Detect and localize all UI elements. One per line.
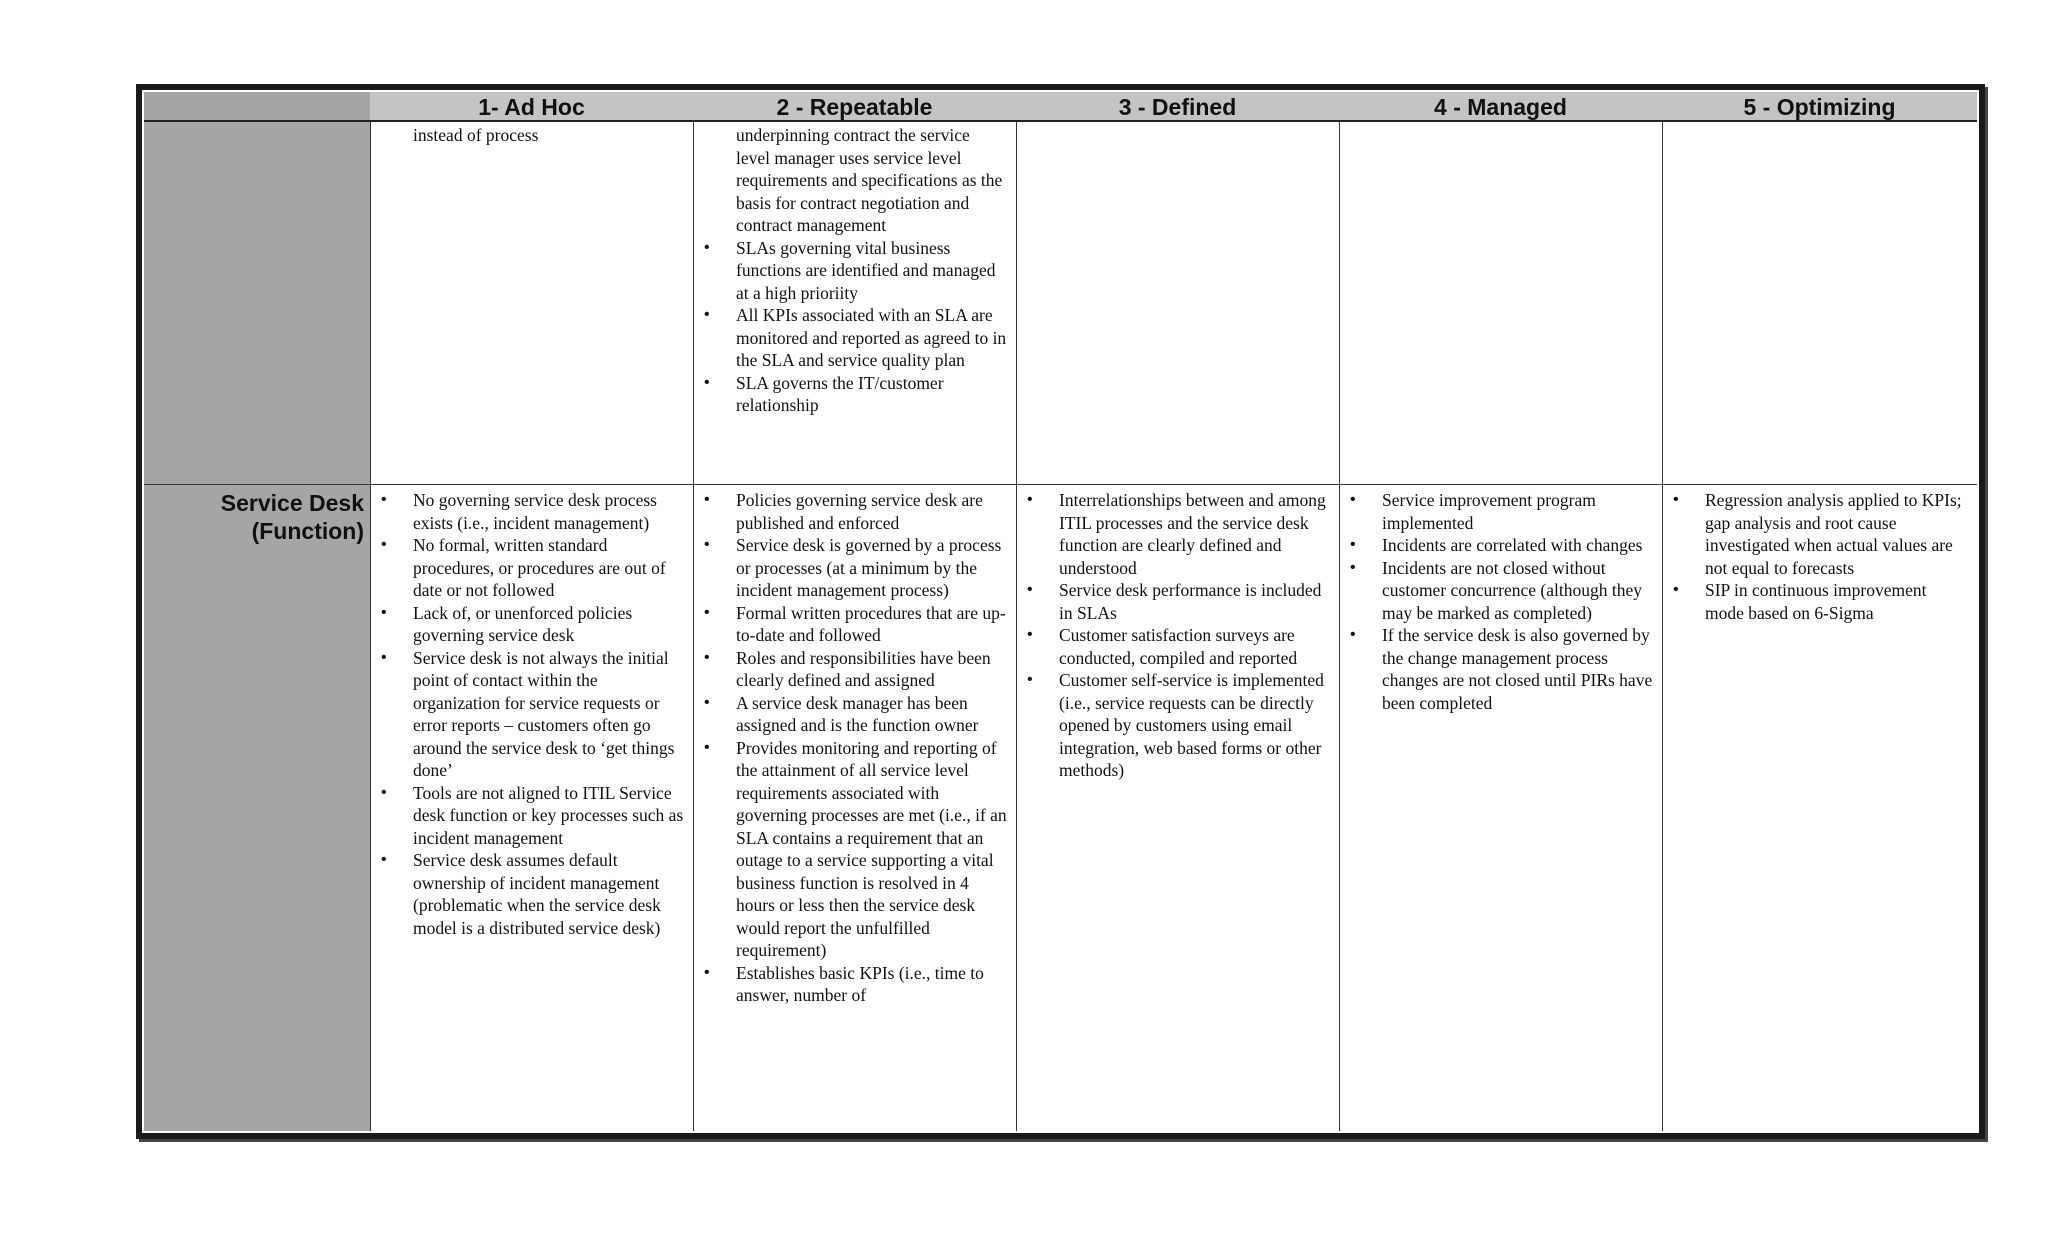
table-cell — [693, 484, 1016, 1131]
list-item: • No governing service desk process exists (i.e., incident management) — [375, 489, 685, 534]
list-item: • Interrelationships between and among ITIL processes and the service desk function are clearly defined and understood — [1021, 489, 1331, 579]
list-item: • No formal, written standard procedures, or procedures are out of date or not followed — [375, 534, 685, 602]
list-item: • Service desk performance is included in SLAs — [1021, 579, 1331, 624]
bullet-list — [698, 124, 1008, 417]
list-item: instead of process — [413, 125, 539, 145]
maturity-table — [136, 84, 1985, 1139]
list-item: • SIP in continuous improvement mode based on 6-Sigma — [1667, 579, 1969, 624]
table-cell — [693, 122, 1016, 484]
list-item: • Tools are not aligned to ITIL Service desk function or key processes such as incident management — [375, 782, 685, 850]
bullet-list — [375, 489, 685, 939]
bullet-list — [1344, 489, 1654, 714]
list-item: • A service desk manager has been assigned and is the function owner — [698, 692, 1008, 737]
maturity-grid — [144, 92, 1977, 1131]
header-repeatable: 2 - Repeatable — [693, 92, 1016, 122]
list-item: • Formal written procedures that are up-to-date and followed — [698, 602, 1008, 647]
bullet-list — [375, 124, 685, 147]
list-item: • Service desk is not always the initial point of contact within the organization for service requests or error reports – customers often go around the service desk to ‘get things done’ — [375, 647, 685, 782]
header-corner — [144, 92, 370, 122]
header-managed: 4 - Managed — [1339, 92, 1662, 122]
list-item: • Customer satisfaction surveys are conducted, compiled and reported — [1021, 624, 1331, 669]
list-item: • Policies governing service desk are published and enforced — [698, 489, 1008, 534]
bullet-list — [1021, 489, 1331, 782]
list-item: • Incidents are not closed without customer concurrence (although they may be marked as completed) — [1344, 557, 1654, 625]
table-cell — [1662, 122, 1977, 484]
list-item: • Roles and responsibilities have been clearly defined and assigned — [698, 647, 1008, 692]
table-cell — [1016, 484, 1339, 1131]
list-item: • Service improvement program implemented — [1344, 489, 1654, 534]
list-item: • SLA governs the IT/customer relationship — [698, 372, 1008, 417]
table-cell — [1662, 484, 1977, 1131]
list-item: • Provides monitoring and reporting of the attainment of all service level requirements associated with governing processes are met (i.e., if an SLA contains a requirement that an outage to a service supporting a vital business function is resolved in 4 hours or less then the service desk would report the unfulfilled requirement) — [698, 737, 1008, 962]
list-item: underpinning contract the service level manager uses service level requirements and specifications as the basis for contract negotiation and contract management — [736, 125, 1003, 235]
row-label-service-desk: Service Desk (Function) — [144, 484, 370, 1131]
list-item: • SLAs governing vital business functions are identified and managed at a high prioriity — [698, 237, 1008, 305]
table-cell — [1339, 484, 1662, 1131]
row-label — [144, 122, 370, 484]
table-cell — [370, 122, 693, 484]
header-defined: 3 - Defined — [1016, 92, 1339, 122]
list-item: • Customer self-service is implemented (i.e., service requests can be directly opened by customers using email integration, web based forms or other methods) — [1021, 669, 1331, 782]
table-cell — [1016, 122, 1339, 484]
list-item: • Service desk is governed by a process or processes (at a minimum by the incident management process) — [698, 534, 1008, 602]
list-item: • Service desk assumes default ownership of incident management (problematic when the service desk model is a distributed service desk) — [375, 849, 685, 939]
table-cell — [1339, 122, 1662, 484]
bullet-list — [698, 489, 1008, 1007]
header-optimizing: 5 - Optimizing — [1662, 92, 1977, 122]
header-ad-hoc: 1- Ad Hoc — [370, 92, 693, 122]
bullet-list — [1667, 489, 1969, 624]
list-item: • If the service desk is also governed by the change management process changes are not closed until PIRs have been completed — [1344, 624, 1654, 714]
list-item: • Incidents are correlated with changes — [1344, 534, 1654, 557]
list-item: • Establishes basic KPIs (i.e., time to answer, number of — [698, 962, 1008, 1007]
list-item: • Lack of, or unenforced policies governing service desk — [375, 602, 685, 647]
table-cell — [370, 484, 693, 1131]
list-item: • All KPIs associated with an SLA are monitored and reported as agreed to in the SLA and service quality plan — [698, 304, 1008, 372]
list-item: • Regression analysis applied to KPIs; gap analysis and root cause investigated when actual values are not equal to forecasts — [1667, 489, 1969, 579]
